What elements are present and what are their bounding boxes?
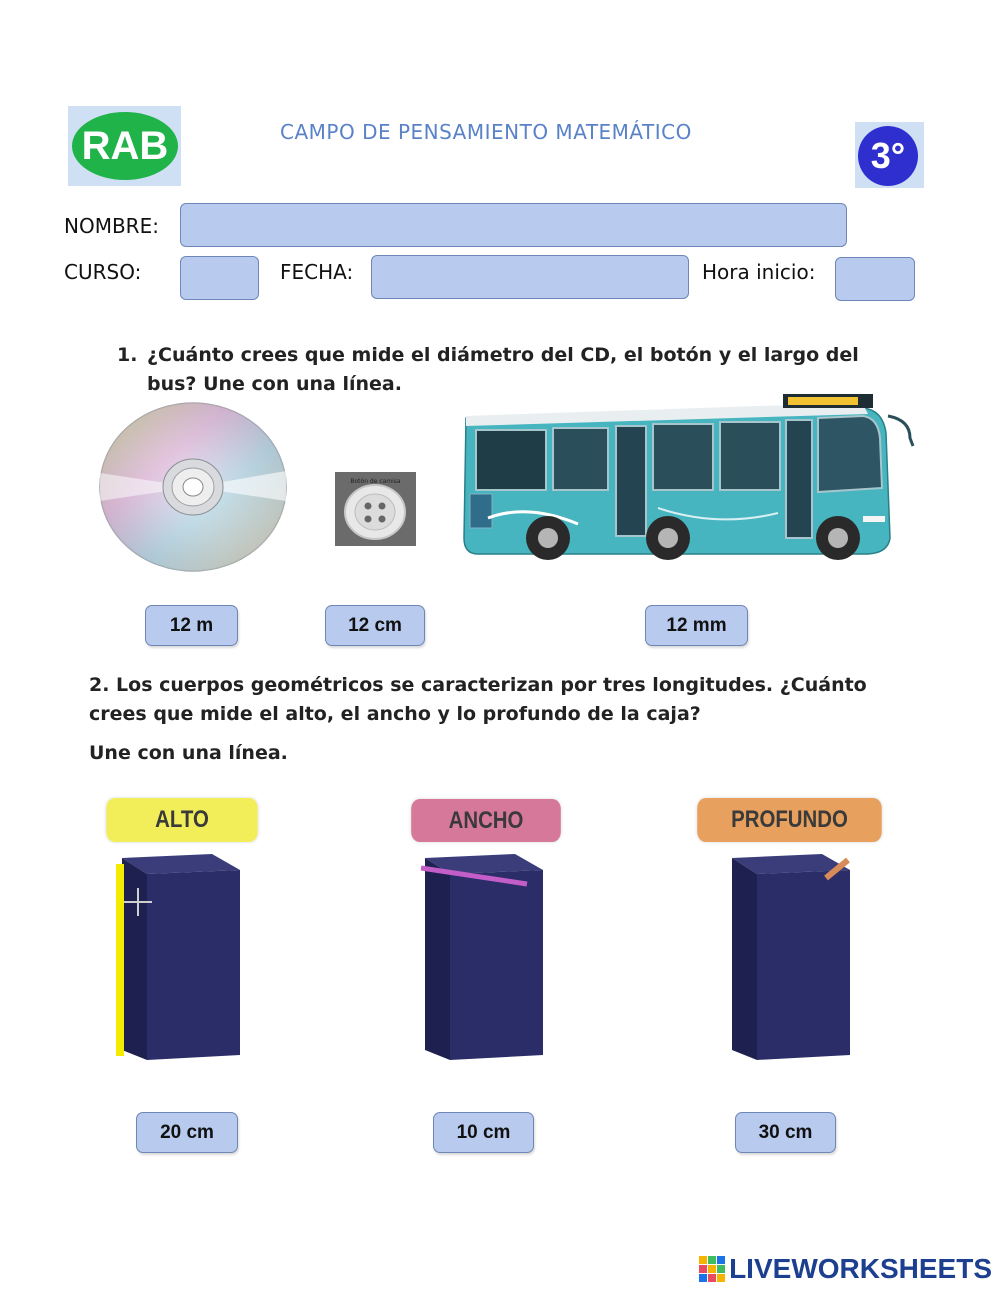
tag-ancho: ANCHO [411, 799, 561, 842]
course-field[interactable] [180, 256, 259, 300]
tag-profundo: PROFUNDO [697, 798, 881, 842]
tag-alto: ALTO [106, 798, 257, 842]
question2-instruction: Une con una línea. [89, 742, 288, 764]
q1-option-12mm[interactable]: 12 mm [645, 605, 748, 646]
q2-option-30cm[interactable]: 30 cm [735, 1112, 836, 1153]
grade-text: 3° [858, 126, 918, 186]
box-alto [112, 850, 247, 1065]
question2-text: 2. Los cuerpos geométricos se caracterizan por tres longitudes. ¿Cuánto crees que mide el alto, el ancho y lo profundo de la caja? [89, 674, 867, 725]
name-field[interactable] [180, 203, 847, 247]
q1-option-12cm[interactable]: 12 cm [325, 605, 425, 646]
box-profundo [722, 850, 857, 1065]
button-image [335, 472, 416, 546]
start-time-label: Hora inicio: [702, 260, 816, 284]
page-title: CAMPO DE PENSAMIENTO MATEMÁTICO [280, 120, 692, 144]
q2-option-20cm[interactable]: 20 cm [136, 1112, 238, 1153]
question1-text: ¿Cuánto crees que mide el diámetro del CD, el botón y el largo del bus? Une con una línea. [147, 344, 859, 395]
rab-logo-text: RAB [72, 112, 178, 180]
liveworksheets-text: LIVEWORKSHEETS [729, 1253, 992, 1284]
course-label: CURSO: [64, 260, 142, 284]
name-label: NOMBRE: [64, 214, 159, 238]
button-caption: Botón de camisa [350, 478, 401, 485]
q1-option-12m[interactable]: 12 m [145, 605, 238, 646]
question1-number: 1. [117, 344, 138, 366]
bus-image [458, 388, 920, 573]
liveworksheets-logo[interactable] [699, 1253, 992, 1285]
start-time-field[interactable] [835, 257, 915, 301]
date-label: FECHA: [280, 260, 354, 284]
cd-image [98, 401, 288, 573]
grade-badge [855, 122, 924, 188]
box-ancho [415, 850, 550, 1065]
date-field[interactable] [371, 255, 689, 299]
liveworksheets-icon [699, 1256, 725, 1282]
q2-option-10cm[interactable]: 10 cm [433, 1112, 534, 1153]
rab-logo [68, 106, 181, 186]
